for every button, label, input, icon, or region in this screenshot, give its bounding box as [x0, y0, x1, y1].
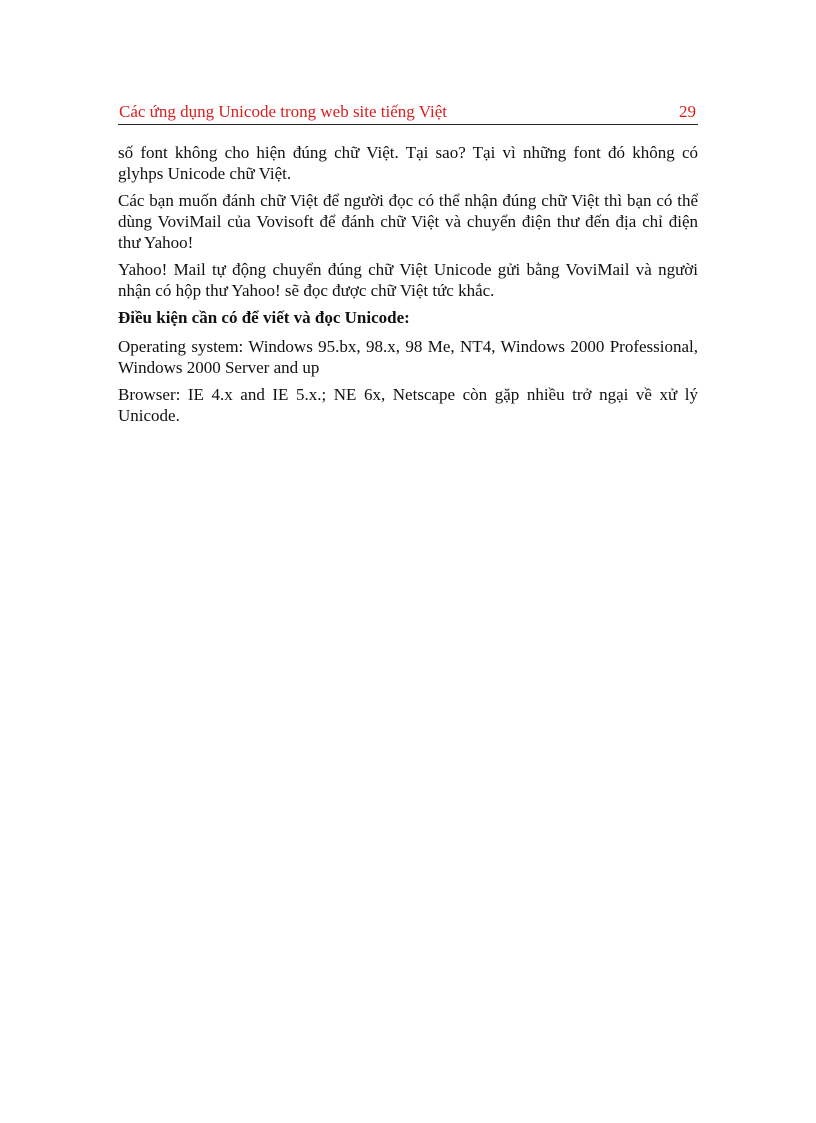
paragraph: Browser: IE 4.x and IE 5.x.; NE 6x, Netscape còn gặp nhiều trở ngại về xử lý Unicode.	[118, 385, 698, 425]
running-header-title: Các ứng dụng Unicode trong web site tiếng Việt	[119, 102, 447, 121]
page-header	[118, 102, 698, 125]
paragraph: Operating system: Windows 95.bx, 98.x, 98 Me, NT4, Windows 2000 Professional, Windows 2000 Server and up	[118, 337, 698, 377]
page-number: 29	[679, 102, 696, 121]
paragraph: Yahoo! Mail tự động chuyển đúng chữ Việt Unicode gửi bằng VoviMail và người nhận có hộp thư Yahoo! sẽ đọc được chữ Việt tức khắc.	[118, 260, 698, 300]
paragraph: Các bạn muốn đánh chữ Việt để người đọc có thể nhận đúng chữ Việt thì bạn có thể dùng VoviMail của Vovisoft để đánh chữ Việt và chuyển điện thư đến địa chỉ điện thư Yahoo!	[118, 191, 698, 252]
page-body	[118, 142, 698, 432]
section-heading: Điều kiện cần có để viết và đọc Unicode:	[118, 308, 410, 327]
paragraph: số font không cho hiện đúng chữ Việt. Tại sao? Tại vì những font đó không có glyhps Unicode chữ Việt.	[118, 143, 698, 183]
